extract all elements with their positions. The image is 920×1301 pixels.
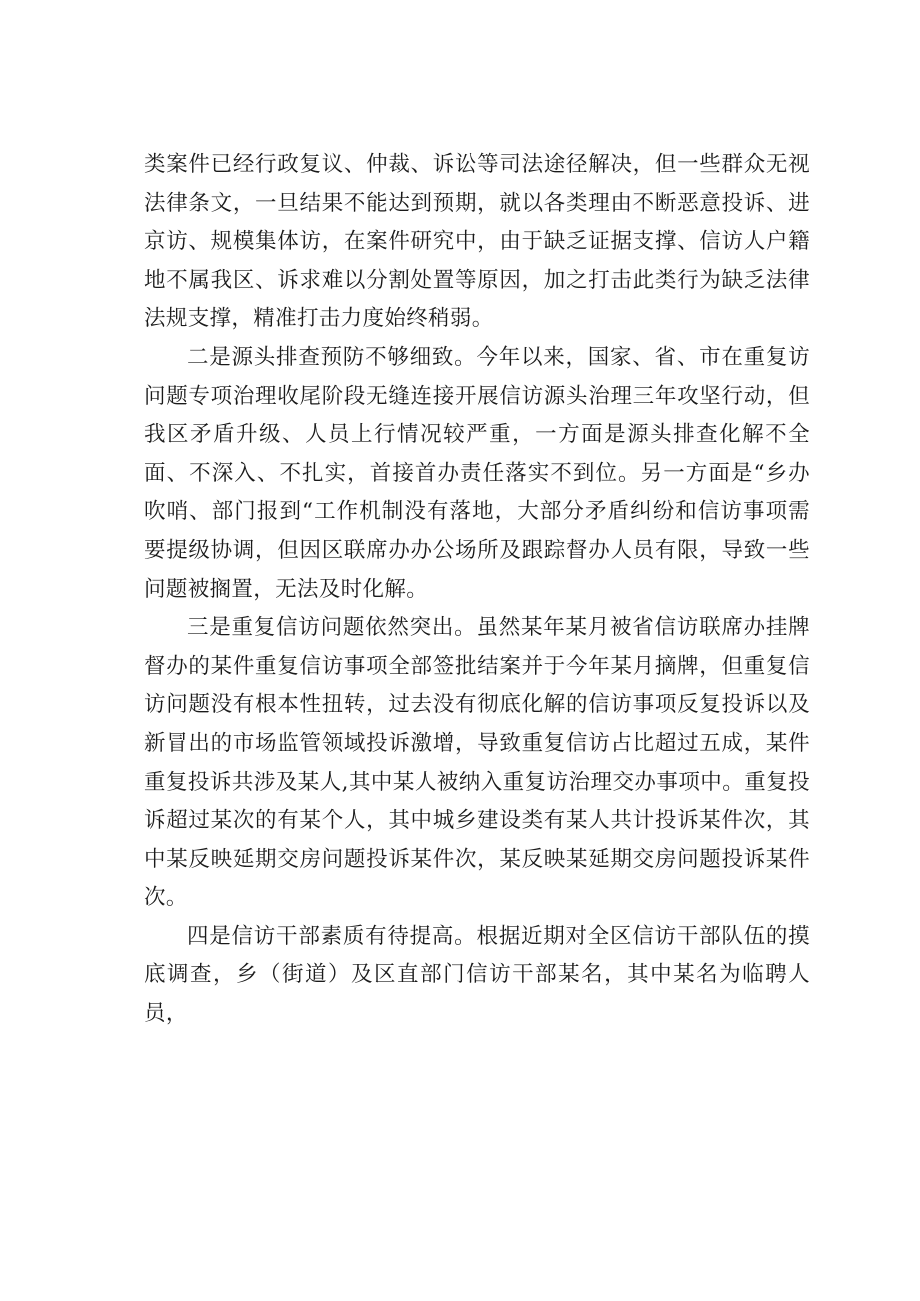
- paragraph-source-prevention: 二是源头排查预防不够细致。今年以来，国家、省、市在重复访问题专项治理收尾阶段无缝连接开展信访源头治理三年攻坚行动，但我区矛盾升级、人员上行情况较严重，一方面是源头排查化解不全面、不深入、不扎实，首接首办责任落实不到位。另一方面是“乡办吹哨、部门报到“工作机制没有落地，大部分矛盾纠纷和信访事项需要提级协调，但因区联席办办公场所及跟踪督办人员有限，导致一些问题被搁置，无法及时化解。: [144, 344, 810, 602]
- paragraph-staff-quality: 四是信访干部素质有待提高。根据近期对全区信访干部队伍的摸底调查，乡（街道）及区直部门信访干部某名，其中某名为临聘人员，: [144, 923, 810, 1027]
- paragraph-repeat-petitions: 三是重复信访问题依然突出。虽然某年某月被省信访联席办挂牌督办的某件重复信访事项全部签批结案并于今年某月摘牌，但重复信访问题没有根本性扭转，过去没有彻底化解的信访事项反复投诉以及新冒出的市场监管领域投诉激增，导致重复信访占比超过五成，某件重复投诉共涉及某人,其中某人被纳入重复访治理交办事项中。重复投诉超过某次的有某个人，其中城乡建设类有某人共计投诉某件次，其中某反映延期交房问题投诉某件次，某反映某延期交房问题投诉某件次。: [144, 615, 810, 911]
- paragraph-continuation: 类案件已经行政复议、仲裁、诉讼等司法途径解决，但一些群众无视法律条文，一旦结果不能达到预期，就以各类理由不断恶意投诉、进京访、规模集体访，在案件研究中，由于缺乏证据支撑、信访人户籍地不属我区、诉求难以分割处置等原因，加之打击此类行为缺乏法律法规支撑，精准打击力度始终稍弱。: [144, 152, 810, 332]
- document-body: [144, 146, 810, 1034]
